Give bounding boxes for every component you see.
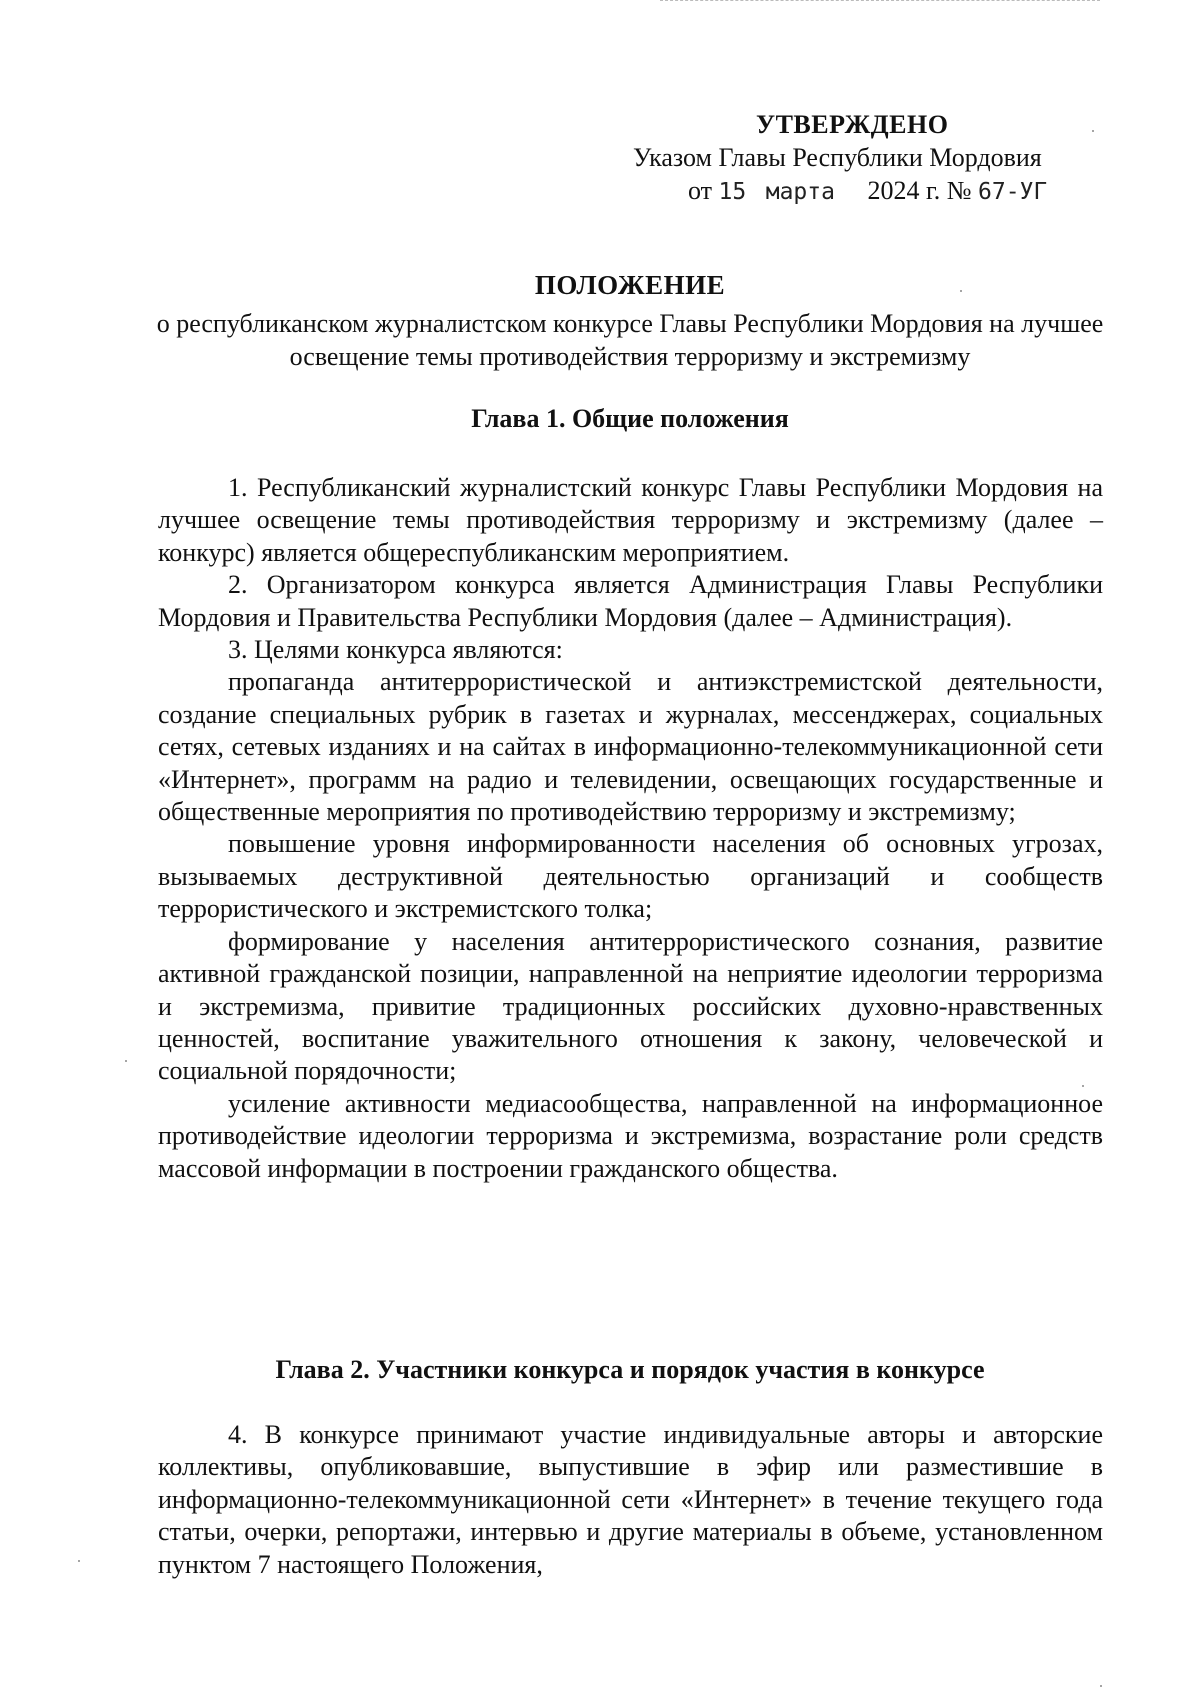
chapter-2-heading: Глава 2. Участники конкурса и порядок участия в конкурсе	[275, 1355, 985, 1384]
paragraph: повышение уровня информированности населения об основных угрозах, вызываемых деструктивной деятельностью организаций и сообществ террористического и экстремистского толка;	[158, 829, 1103, 924]
paragraph: формирование у населения антитеррористического сознания, развитие активной гражданской позиции, направленной на неприятие идеологии терроризма и экстремизма, привитие традиционных российских духовно-нравственных ценностей, воспитание уважительного отношения к закону, человеческой и социальной порядочности;	[158, 926, 1103, 1086]
chapter-1-body	[158, 472, 1103, 1185]
approval-date-prefix: от	[688, 176, 713, 205]
chapter-1-heading: Глава 1. Общие положения	[471, 404, 789, 433]
document-title: ПОЛОЖЕНИЕ	[534, 270, 726, 300]
approval-stamp	[630, 108, 1100, 209]
approval-year: 2024 г. №	[867, 176, 972, 205]
paragraph: 3. Целями конкурса являются:	[228, 635, 563, 665]
approval-issuer: Указом Главы Республики Мордовия	[633, 143, 1042, 172]
approval-month: марта	[765, 179, 835, 205]
paragraph: 1. Республиканский журналистский конкурс Главы Республики Мордовия на лучшее освещение темы противодействия терроризму и экстремизму (далее – конкурс) является общереспубликанским мероприятием.	[158, 473, 1103, 567]
paragraph: 4. В конкурсе принимают участие индивидуальные авторы и авторские коллективы, опубликовавшие, выпустившие в эфир или разместившие в информационно-телекоммуникационной сети «Интернет» в течение текущего года статьи, очерки, репортажи, интервью и другие материалы в объеме, установленном пунктом 7 настоящего Положения,	[158, 1420, 1103, 1579]
scan-edge-line	[660, 0, 1100, 1]
approval-date-line	[630, 174, 1100, 209]
document-subtitle: о республиканском журналистском конкурсе Главы Республики Мордовия на лучшее освещение темы противодействия терроризму и экстремизму	[156, 309, 1104, 371]
approval-title: УТВЕРЖДЕНО	[756, 110, 949, 139]
chapter-2-body	[158, 1419, 1103, 1581]
approval-number: 67-УГ	[978, 179, 1048, 205]
paragraph: пропаганда антитеррористической и антиэкстремистской деятельности, создание специальных рубрик в газетах и журналах, мессенджерах, социальных сетях, сетевых изданиях и на сайтах в информационно-телекоммуникационной сети «Интернет», программ на радио и телевидении, освещающих государственные и общественные мероприятия по противодействию терроризму и экстремизму;	[158, 667, 1103, 827]
paragraph: 2. Организатором конкурса является Администрация Главы Республики Мордовия и Правительства Республики Мордовия (далее – Администрация).	[158, 570, 1103, 632]
paragraph: усиление активности медиасообщества, направленной на информационное противодействие идеологии терроризма и экстремизма, возрастание роли средств массовой информации в построении гражданского общества.	[158, 1088, 1103, 1183]
approval-day: 15	[718, 179, 747, 205]
